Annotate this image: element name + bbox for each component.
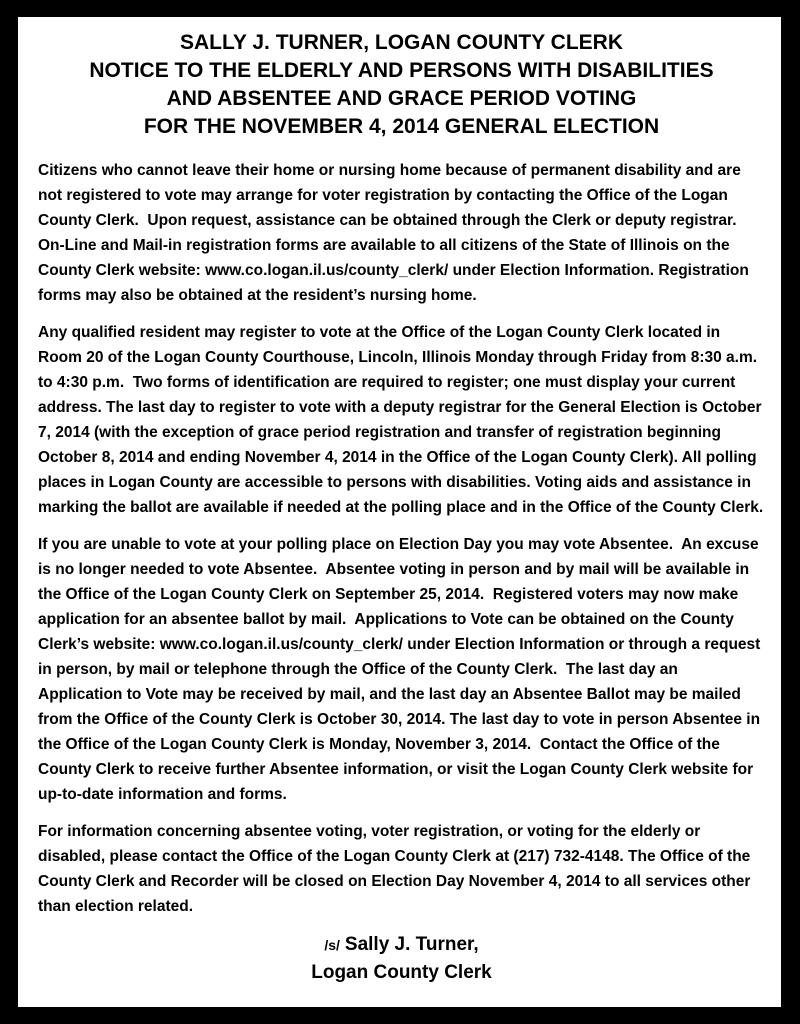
title-line-election-date: FOR THE NOVEMBER 4, 2014 GENERAL ELECTION bbox=[143, 115, 660, 138]
title-line-voting-types: AND ABSENTEE AND GRACE PERIOD VOTING bbox=[166, 87, 637, 110]
notice-sheet bbox=[18, 17, 781, 1007]
signature-title: Logan County Clerk bbox=[311, 962, 492, 983]
notice-title-block bbox=[38, 29, 765, 141]
paragraph-register-in-person: Any qualified resident may register to vote at the Office of the Logan County Clerk located in Room 20 of the Logan County Courthouse, Lincoln, Illinois Monday through Friday from 8:30 a.m. to 4:30 p.m. Two forms of identification are required to register; one must display your current address. The last day to register to vote with a deputy registrar for the General Election is October 7, 2014 (with the exception of grace period registration and transfer of registration beginning October 8, 2014 and ending November 4, 2014 in the Office of the Logan County Clerk). All polling places in Logan County are accessible to persons with disabilities. Voting aids and assistance in marking the ballot are available if needed at the polling place and in the Office of the County Clerk. bbox=[38, 324, 766, 516]
signature-block bbox=[38, 931, 765, 986]
paragraph-contact-info: For information concerning absentee voting, voter registration, or voting for the elderly or disabled, please contact the Office of the Logan County Clerk at (217) 732-4148. The Office of the County Clerk and Recorder will be closed on Election Day November 4, 2014 to all services other than election related. bbox=[38, 823, 755, 915]
title-line-notice-audience: NOTICE TO THE ELDERLY AND PERSONS WITH DISABILITIES bbox=[89, 59, 714, 82]
signature-name: Sally J. Turner, bbox=[344, 934, 479, 955]
title-line-clerk-name: SALLY J. TURNER, LOGAN COUNTY CLERK bbox=[180, 31, 623, 54]
paragraph-homebound-registration: Citizens who cannot leave their home or nursing home because of permanent disability and are not registered to vote may arrange for voter registration by contacting the Office of the Logan County Clerk. Upon request, assistance can be obtained through the Clerk or deputy registrar. On-Line and Mail-in registration forms are available to all citizens of the State of Illinois on the County Clerk website: www.co.logan.il.us/county_clerk/ under Election Information. Registration forms may also be obtained at the resident’s nursing home. bbox=[38, 162, 754, 304]
paragraph-absentee-voting: If you are unable to vote at your polling place on Election Day you may vote Absentee. An excuse is no longer needed to vote Absentee. Absentee voting in person and by mail will be available in the Office of the Logan County Clerk on September 25, 2014. Registered voters may now make application for an absentee ballot by mail. Applications to Vote can be obtained on the County Clerk’s website: www.co.logan.il.us/county_clerk/ under Election Information or through a request in person, by mail or telephone through the Office of the County Clerk. The last day an Application to Vote may be received by mail, and the last day an Absentee Ballot may be mailed from the Office of the County Clerk is October 30, 2014. The last day to vote in person Absentee in the Office of the Logan County Clerk is Monday, November 3, 2014. Contact the Office of the County Clerk to receive further Absentee information, or visit the Logan County Clerk website for up-to-date information and forms. bbox=[38, 536, 765, 803]
signature-prefix: /s/ bbox=[324, 937, 340, 953]
notice-body bbox=[38, 158, 765, 919]
signature-line-name bbox=[38, 931, 765, 959]
